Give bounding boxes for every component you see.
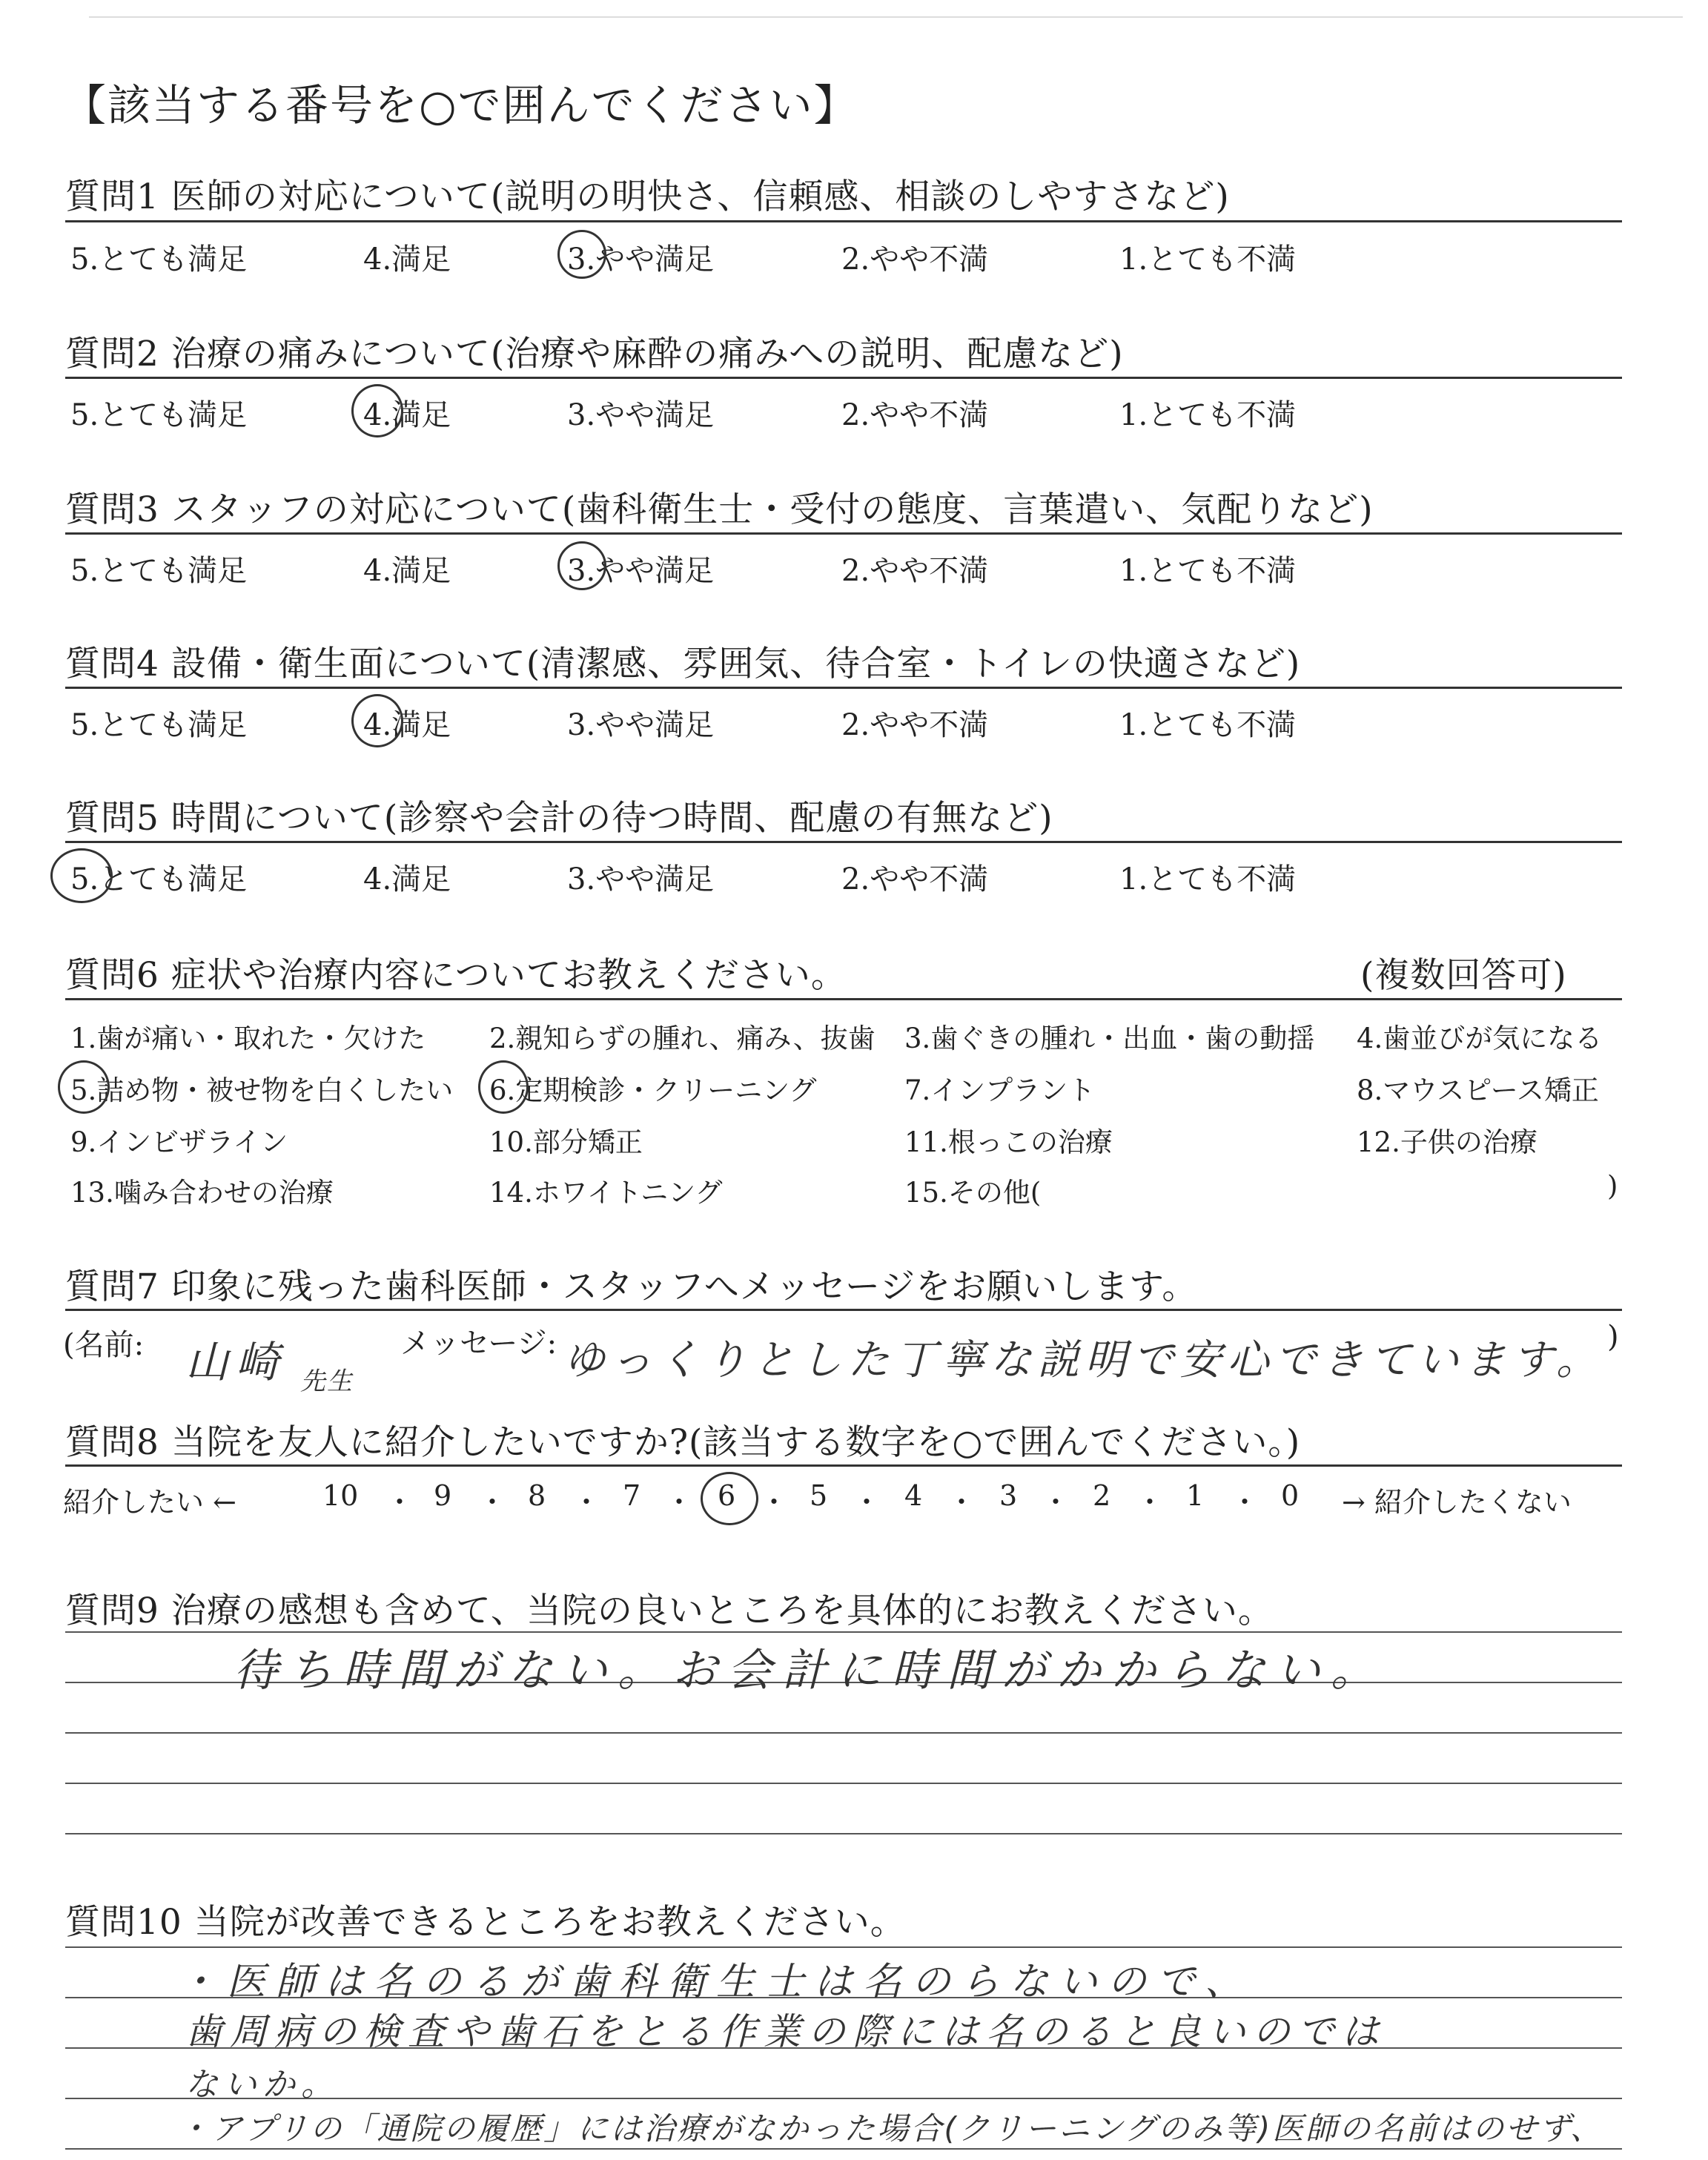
divider: [65, 220, 1622, 222]
answer-line: [65, 1631, 1622, 1633]
selection-circle: [58, 1060, 110, 1114]
scale-dot: ・: [760, 1486, 789, 1519]
option-6[interactable]: 6.定期検診・クリーニング: [489, 1074, 817, 1106]
handwritten-line-2[interactable]: 歯周病の検査や歯石をとる作業の際には名のると良いのでは: [185, 2010, 1386, 2053]
question-title: 質問1 医師の対応について(説明の明快さ、信頼感、相談のしやすさなど): [65, 176, 1230, 217]
multi-answer-note: (複数回答可): [1360, 955, 1567, 996]
answer-line: [65, 1732, 1622, 1734]
scale-2[interactable]: 2: [1093, 1479, 1111, 1512]
question-title: 質問9 治療の感想も含めて、当院の良いところを具体的にお教えください。: [65, 1591, 1274, 1631]
answer-line: [65, 1946, 1622, 1948]
option-1[interactable]: 1.歯が痛い・取れた・欠けた: [70, 1023, 426, 1054]
option-3[interactable]: 3.やや満足: [567, 398, 715, 432]
option-5[interactable]: 5.とても満足: [70, 708, 248, 742]
message-close-paren: ): [1607, 1320, 1619, 1354]
question-title: 質問4 設備・衛生面について(清潔感、雰囲気、待合室・トイレの快適さなど): [65, 644, 1301, 684]
option-2[interactable]: 2.やや不満: [841, 242, 989, 277]
question-title: 質問6 症状や治療内容についてお教えください。: [65, 955, 847, 996]
scale-4[interactable]: 4: [904, 1479, 923, 1512]
question-title: 質問8 当院を友人に紹介したいですか?(該当する数字を○で囲んでください。): [65, 1422, 1301, 1463]
option-2[interactable]: 2.やや不満: [841, 862, 989, 896]
handwritten-name[interactable]: 山崎: [185, 1337, 287, 1387]
divider: [65, 1309, 1622, 1311]
selection-circle: [351, 694, 403, 747]
option-1[interactable]: 1.とても不満: [1119, 242, 1297, 277]
option-4[interactable]: 4.満足: [363, 242, 451, 277]
option-15[interactable]: 15.その他(: [904, 1177, 1042, 1209]
scale-1[interactable]: 1: [1186, 1479, 1205, 1512]
option-1[interactable]: 1.とても不満: [1119, 708, 1297, 742]
scale-dot: ・: [1136, 1486, 1165, 1519]
other-close-paren: ): [1607, 1170, 1618, 1202]
scale-dot: ・: [385, 1486, 414, 1519]
scale-dot: ・: [572, 1486, 601, 1519]
answer-line: [65, 1833, 1622, 1834]
handwritten-answer[interactable]: 待ち時間がない。お会計に時間がかからない。: [234, 1645, 1386, 1697]
recommend-label: 紹介したい ←: [63, 1486, 236, 1519]
option-2[interactable]: 2.やや不満: [841, 398, 989, 432]
scale-6[interactable]: 6: [718, 1479, 736, 1512]
option-1[interactable]: 1.とても不満: [1119, 554, 1297, 588]
not-recommend-label: → 紹介したくない: [1342, 1486, 1572, 1519]
option-5[interactable]: 5.とても満足: [70, 398, 248, 432]
message-label: メッセージ:: [400, 1327, 557, 1361]
handwritten-name-suffix[interactable]: 先生: [300, 1367, 354, 1396]
selection-circle: [50, 848, 113, 903]
question-title: 質問3 スタッフの対応について(歯科衛生士・受付の態度、言葉遣い、気配りなど): [65, 489, 1374, 530]
option-11[interactable]: 11.根っこの治療: [904, 1126, 1113, 1158]
scale-8[interactable]: 8: [528, 1479, 546, 1512]
option-3[interactable]: 3.やや満足: [567, 554, 715, 588]
scale-dot: ・: [665, 1486, 694, 1519]
question-title: 質問10 当院が改善できるところをお教えください。: [65, 1902, 906, 1943]
option-13[interactable]: 13.噛み合わせの治療: [70, 1177, 334, 1209]
handwritten-message[interactable]: ゆっくりとした丁寧な説明で安心できています。: [563, 1336, 1603, 1384]
option-4[interactable]: 4.満足: [363, 708, 451, 742]
selection-circle: [557, 541, 606, 590]
option-2[interactable]: 2.やや不満: [841, 554, 989, 588]
option-2[interactable]: 2.親知らずの腫れ、痛み、抜歯: [489, 1023, 875, 1054]
scale-dot: ・: [947, 1486, 976, 1519]
option-1[interactable]: 1.とても不満: [1119, 398, 1297, 432]
option-5[interactable]: 5.とても満足: [70, 554, 248, 588]
option-5[interactable]: 5.とても満足: [70, 862, 248, 896]
handwritten-line-1[interactable]: ・医師は名のるが歯科衛生士は名のらないので、: [178, 1960, 1254, 2004]
scale-3[interactable]: 3: [999, 1479, 1018, 1512]
option-10[interactable]: 10.部分矯正: [489, 1126, 643, 1158]
selection-circle: [701, 1472, 758, 1525]
option-14[interactable]: 14.ホワイトニング: [489, 1177, 723, 1209]
option-8[interactable]: 8.マウスピース矯正: [1357, 1074, 1599, 1106]
scale-dot: ・: [1231, 1486, 1260, 1519]
question-title: 質問2 治療の痛みについて(治療や麻酔の痛みへの説明、配慮など): [65, 334, 1124, 374]
divider: [65, 532, 1622, 535]
question-title: 質問5 時間について(診察や会計の待つ時間、配慮の有無など): [65, 798, 1053, 839]
scale-0[interactable]: 0: [1281, 1479, 1300, 1512]
scale-5[interactable]: 5: [810, 1479, 828, 1512]
option-5[interactable]: 5.とても満足: [70, 242, 248, 277]
option-4[interactable]: 4.満足: [363, 862, 451, 896]
page-title: 【該当する番号を○で囲んでください】: [63, 80, 858, 131]
option-4[interactable]: 4.満足: [363, 398, 451, 432]
scale-dot: ・: [478, 1486, 507, 1519]
selection-circle: [351, 384, 403, 437]
scale-dot: ・: [853, 1486, 881, 1519]
question-title: 質問7 印象に残った歯科医師・スタッフへメッセージをお願いします。: [65, 1266, 1198, 1307]
option-3[interactable]: 3.歯ぐきの腫れ・出血・歯の動揺: [904, 1023, 1315, 1054]
option-3[interactable]: 3.やや満足: [567, 708, 715, 742]
option-1[interactable]: 1.とても不満: [1119, 862, 1297, 896]
selection-circle: [557, 230, 606, 279]
option-5[interactable]: 5.詰め物・被せ物を白くしたい: [70, 1074, 454, 1106]
scan-edge: [89, 16, 1683, 18]
option-3[interactable]: 3.やや満足: [567, 242, 715, 277]
divider: [65, 1464, 1622, 1467]
option-4[interactable]: 4.歯並びが気になる: [1357, 1023, 1603, 1054]
divider: [65, 998, 1622, 1000]
option-7[interactable]: 7.インプラント: [904, 1074, 1096, 1106]
option-4[interactable]: 4.満足: [363, 554, 451, 588]
divider: [65, 377, 1622, 379]
handwritten-line-4[interactable]: ・アプリの「通院の履歴」には治療がなかった場合(クリーニングのみ等)医師の名前はのせず、: [178, 2110, 1603, 2147]
option-9[interactable]: 9.インビザライン: [70, 1126, 288, 1158]
divider: [65, 841, 1622, 843]
name-label: (名前:: [63, 1328, 145, 1362]
scale-7[interactable]: 7: [623, 1479, 641, 1512]
option-3[interactable]: 3.やや満足: [567, 862, 715, 896]
scale-10[interactable]: 10: [322, 1479, 359, 1512]
divider: [65, 687, 1622, 689]
scale-dot: ・: [1042, 1486, 1070, 1519]
scale-9[interactable]: 9: [434, 1479, 452, 1512]
option-12[interactable]: 12.子供の治療: [1357, 1126, 1537, 1158]
answer-line: [65, 1783, 1622, 1784]
handwritten-line-3[interactable]: ないか。: [185, 2066, 340, 2104]
selection-circle: [478, 1060, 529, 1114]
option-2[interactable]: 2.やや不満: [841, 708, 989, 742]
